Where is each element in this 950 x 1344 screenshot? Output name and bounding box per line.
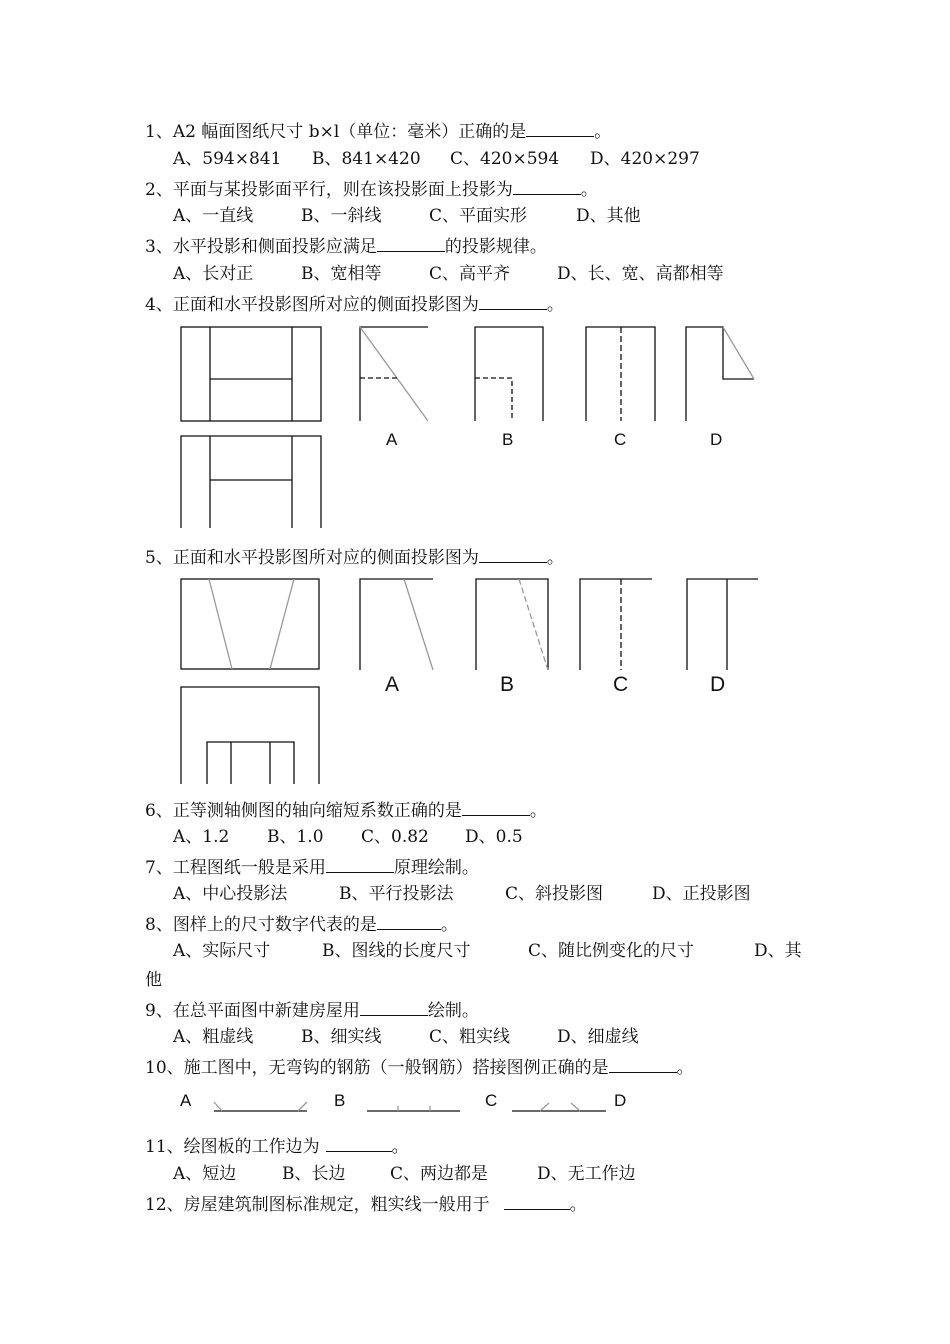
q3-option-a[interactable]: A、长对正	[173, 264, 254, 284]
q4-label-c: C	[614, 430, 627, 449]
question-6-text: 6、正等测轴侧图的轴向缩短系数正确的是	[145, 801, 462, 821]
q2-option-b[interactable]: B、一斜线	[301, 206, 382, 226]
question-9: 9、在总平面图中新建房屋用 绘制。	[145, 998, 479, 1022]
q9-option-a[interactable]: A、粗虚线	[173, 1027, 254, 1047]
question-3: 3、水平投影和侧面投影应满足 的投影规律。	[145, 234, 547, 258]
q5-label-a: A	[385, 673, 400, 696]
q2-option-c[interactable]: C、平面实形	[429, 206, 528, 226]
q1-option-b[interactable]: B、841×420	[312, 149, 421, 169]
question-8-text: 8、图样上的尺寸数字代表的是	[145, 915, 377, 935]
question-1-text: 1、A2 幅面图纸尺寸 b×l（单位：毫米）正确的是	[145, 122, 527, 142]
q5-front-view	[181, 579, 319, 669]
q6-option-d[interactable]: D、0.5	[465, 827, 523, 847]
q1-option-d[interactable]: D、420×297	[590, 149, 700, 169]
q10-label-a: A	[180, 1091, 192, 1110]
q1-option-a[interactable]: A、594×841	[173, 149, 282, 169]
q7-option-a[interactable]: A、中心投影法	[173, 884, 288, 904]
question-8: 8、图样上的尺寸数字代表的是 。	[145, 912, 458, 936]
q11-option-a[interactable]: A、短边	[173, 1164, 237, 1184]
q7-option-c[interactable]: C、斜投影图	[505, 884, 604, 904]
question-4-text: 4、正面和水平投影图所对应的侧面投影图为	[145, 295, 479, 315]
q8-option-d[interactable]: D、其	[754, 941, 802, 961]
q4-option-b-view[interactable]	[475, 327, 543, 421]
question-7-text: 7、工程图纸一般是采用	[145, 858, 326, 878]
q4-label-a: A	[386, 430, 398, 449]
q5-option-c-view[interactable]	[580, 579, 652, 670]
answer-blank-12[interactable]	[504, 1192, 570, 1210]
question-6: 6、正等测轴侧图的轴向缩短系数正确的是 。	[145, 798, 547, 822]
q3-option-d[interactable]: D、长、宽、高都相等	[557, 264, 724, 284]
q11-option-c[interactable]: C、两边都是	[390, 1164, 489, 1184]
question-5: 5、正面和水平投影图所对应的侧面投影图为 。	[145, 545, 564, 569]
q10-label-b: B	[334, 1091, 346, 1110]
question-11: 11、绘图板的工作边为 。	[145, 1134, 409, 1158]
q5-label-c: C	[613, 673, 629, 696]
q9-option-c[interactable]: C、粗实线	[429, 1027, 511, 1047]
question-10-text: 10、施工图中，无弯钩的钢筋（一般钢筋）搭接图例正确的是	[145, 1058, 609, 1078]
q6-option-a[interactable]: A、1.2	[173, 827, 230, 847]
q8-option-b[interactable]: B、图线的长度尺寸	[322, 941, 471, 961]
q3-option-c[interactable]: C、高平齐	[429, 264, 511, 284]
q10-label-c: C	[485, 1091, 498, 1110]
q8-option-d-wrap: 他	[145, 970, 162, 990]
question-11-text: 11、绘图板的工作边为	[145, 1137, 320, 1157]
answer-blank-6[interactable]	[462, 798, 530, 816]
q8-option-c[interactable]: C、随比例变化的尺寸	[528, 941, 695, 961]
q10-option-a-symbol[interactable]	[214, 1102, 307, 1111]
question-10: 10、施工图中，无弯钩的钢筋（一般钢筋）搭接图例正确的是 。	[145, 1055, 694, 1079]
question-9-text: 9、在总平面图中新建房屋用	[145, 1001, 360, 1021]
q11-option-b[interactable]: B、长边	[282, 1164, 346, 1184]
q4-top-view	[181, 436, 321, 528]
answer-blank-11[interactable]	[326, 1134, 392, 1152]
q2-option-d[interactable]: D、其他	[576, 206, 641, 226]
q4-option-d-view[interactable]	[686, 327, 754, 421]
q4-option-a-view[interactable]	[360, 327, 428, 421]
q11-option-d[interactable]: D、无工作边	[537, 1164, 636, 1184]
q10-option-c-symbol[interactable]	[512, 1103, 606, 1111]
answer-blank-5[interactable]	[479, 545, 547, 563]
q2-option-a[interactable]: A、一直线	[173, 206, 254, 226]
answer-blank-9[interactable]	[360, 998, 428, 1016]
q7-option-b[interactable]: B、平行投影法	[339, 884, 454, 904]
answer-blank-10[interactable]	[609, 1055, 677, 1073]
q6-option-b[interactable]: B、1.0	[267, 827, 324, 847]
question-3-text: 3、水平投影和侧面投影应满足	[145, 237, 377, 257]
q3-option-b[interactable]: B、宽相等	[301, 264, 382, 284]
question-7: 7、工程图纸一般是采用 原理绘制。	[145, 855, 479, 879]
q5-option-d-view[interactable]	[687, 579, 758, 670]
question-4: 4、正面和水平投影图所对应的侧面投影图为 。	[145, 292, 564, 316]
q5-option-b-view[interactable]	[476, 579, 548, 670]
question-5-text: 5、正面和水平投影图所对应的侧面投影图为	[145, 548, 479, 568]
q5-top-view	[181, 687, 319, 784]
question-1: 1、A2 幅面图纸尺寸 b×l（单位：毫米）正确的是 。	[145, 119, 611, 143]
q9-option-b[interactable]: B、细实线	[301, 1027, 382, 1047]
q10-label-d: D	[614, 1091, 627, 1110]
question-12-text: 12、房屋建筑制图标准规定，粗实线一般用于	[145, 1195, 490, 1215]
q10-option-b-symbol[interactable]	[367, 1106, 460, 1111]
q4-option-c-view[interactable]	[586, 327, 655, 421]
q5-label-b: B	[500, 673, 515, 696]
question-12: 12、房屋建筑制图标准规定，粗实线一般用于 。	[145, 1192, 587, 1216]
answer-blank-8[interactable]	[377, 912, 441, 930]
q5-label-d: D	[710, 673, 726, 696]
q6-option-c[interactable]: C、0.82	[361, 827, 429, 847]
q4-front-view	[181, 327, 321, 421]
q8-option-a[interactable]: A、实际尺寸	[173, 941, 271, 961]
q7-option-d[interactable]: D、正投影图	[652, 884, 751, 904]
question-2: 2、平面与某投影面平行，则在该投影面上投影为 。	[145, 177, 598, 201]
answer-blank-7[interactable]	[326, 855, 394, 873]
q1-option-c[interactable]: C、420×594	[450, 149, 560, 169]
q5-option-a-view[interactable]	[360, 579, 433, 670]
question-2-text: 2、平面与某投影面平行，则在该投影面上投影为	[145, 180, 513, 200]
q4-label-d: D	[710, 430, 723, 449]
q4-label-b: B	[502, 430, 514, 449]
q9-option-d[interactable]: D、细虚线	[557, 1027, 639, 1047]
